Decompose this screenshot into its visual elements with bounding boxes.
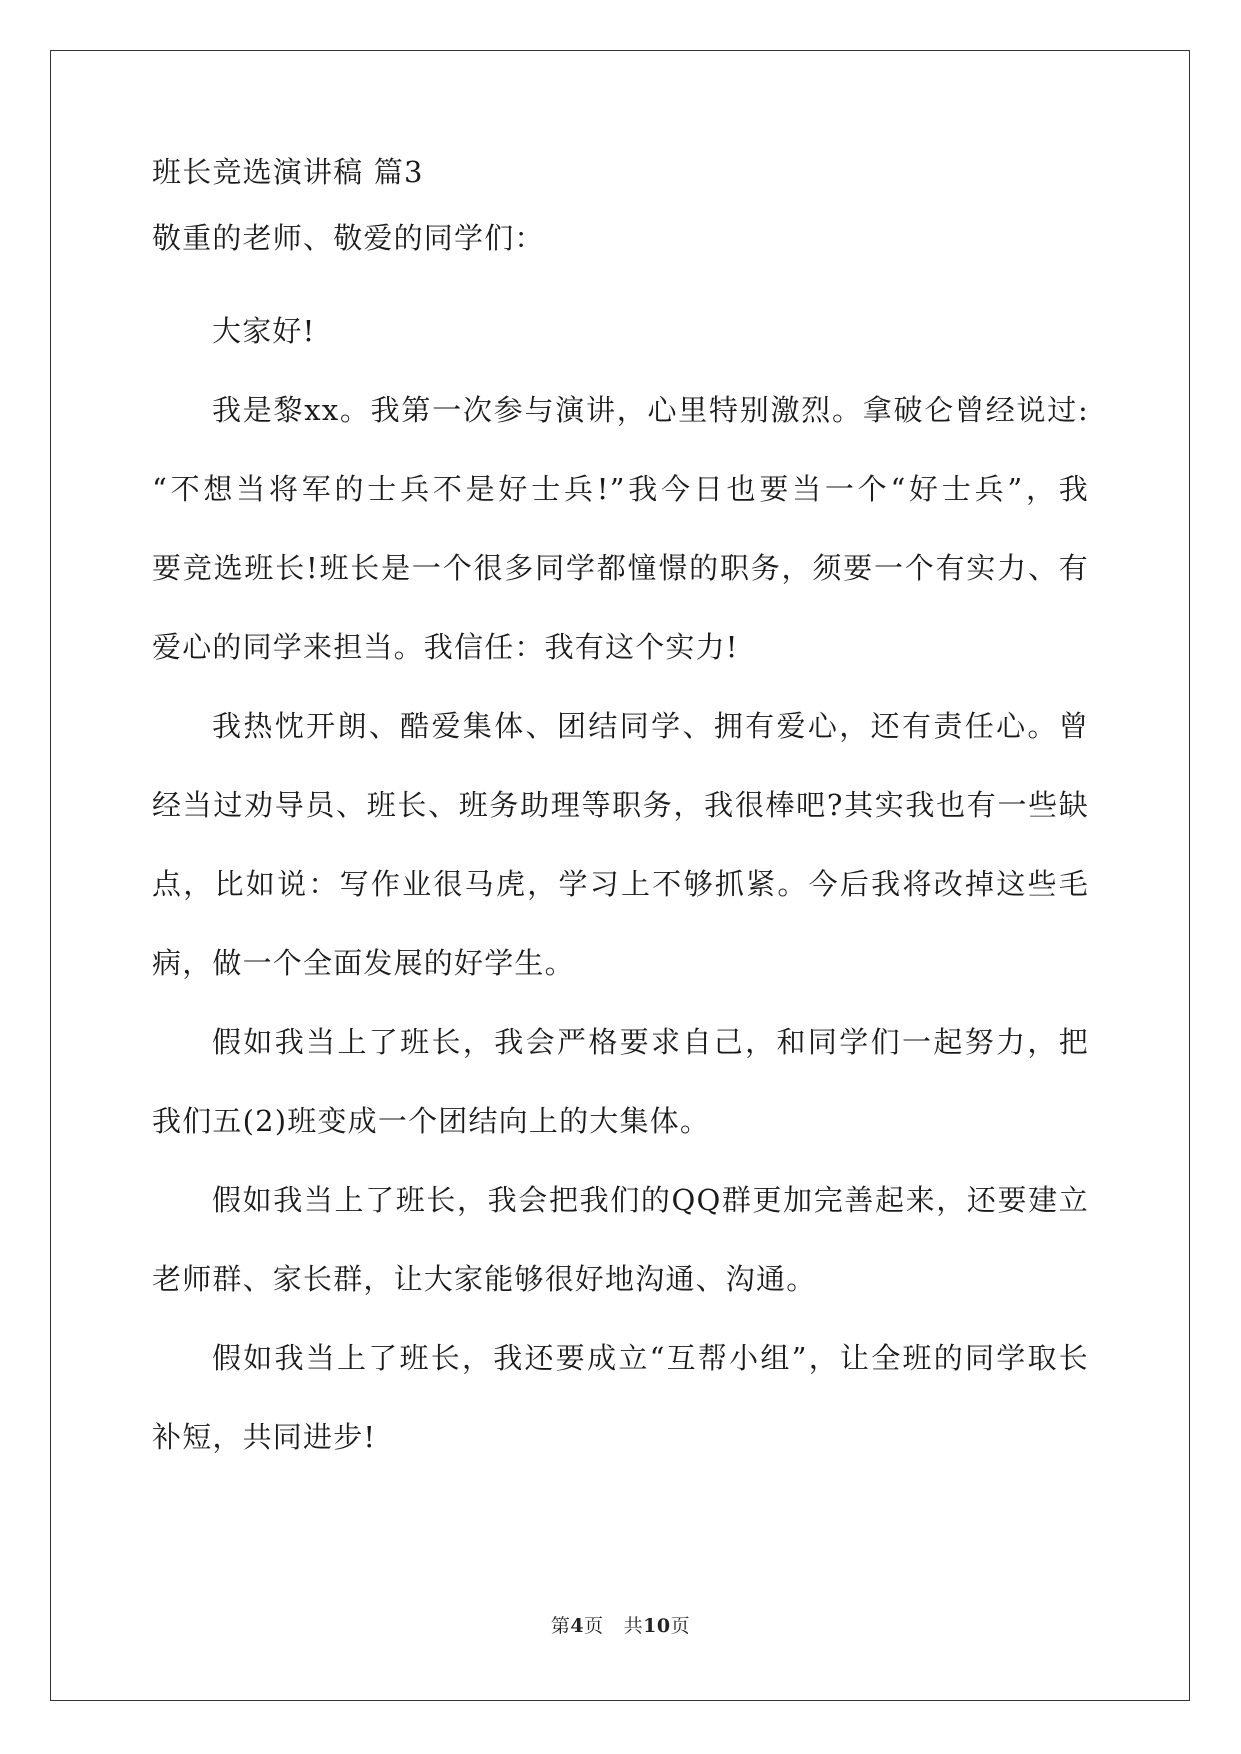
paragraph-line: 老师群、家长群，让大家能够很好地沟通、沟通。 [152,1262,817,1296]
total-pages-number: 10 [643,1615,671,1637]
paragraph-4 [152,1161,1089,1319]
paragraph-line: 经当过劝导员、班长、班务助理等职务，我很棒吧?其实我也有一些缺 [152,788,1089,822]
footer-prefix: 第 [550,1615,571,1637]
document-body [152,148,1089,1477]
paragraph-line: 假如我当上了班长，我会严格要求自己，和同学们一起努力，把 [212,1025,1089,1059]
paragraph-line: 爱心的同学来担当。我信任：我有这个实力! [152,630,739,664]
paragraph-line: 假如我当上了班长，我还要成立“互帮小组”，让全班的同学取长 [212,1341,1089,1375]
paragraph-line: 假如我当上了班长，我会把我们的QQ群更加完善起来，还要建立 [212,1183,1089,1217]
paragraph-line: 要竞选班长!班长是一个很多同学都憧憬的职务，须要一个有实力、有 [152,551,1089,585]
paragraph-line: 病，做一个全面发展的好学生。 [152,946,575,980]
footer-total-word: 页 [670,1615,691,1637]
page-footer [0,1611,1241,1638]
paragraph-5 [152,1319,1089,1477]
paragraph-2 [152,687,1089,1003]
footer-total-prefix: 共 [623,1615,644,1637]
salutation: 敬重的老师、敬爱的同学们： [152,221,545,255]
paragraph-1 [152,371,1089,687]
paragraph-line: 我们五(2)班变成一个团结向上的大集体。 [152,1104,711,1138]
footer-page-word: 页 [584,1615,604,1637]
paragraph-line: 我是黎xx。我第一次参与演讲，心里特别激烈。拿破仑曾经说过: [212,393,1089,427]
paragraph-3 [152,1003,1089,1161]
paragraph-line: 我热忱开朗、酷爱集体、团结同学、拥有爱心，还有责任心。曾 [212,709,1089,743]
paragraph-line: 点，比如说：写作业很马虎，学习上不够抓紧。今后我将改掉这些毛 [152,867,1089,901]
greeting-line: 大家好! [212,314,316,348]
paragraph-line: “不想当将军的士兵不是好士兵!”我今日也要当一个“好士兵”，我 [152,472,1089,506]
document-title: 班长竞选演讲稿 篇3 [152,155,424,189]
current-page-number: 4 [570,1615,585,1637]
paragraph-line: 补短，共同进步! [152,1420,377,1454]
paragraph-greeting [152,292,1089,371]
